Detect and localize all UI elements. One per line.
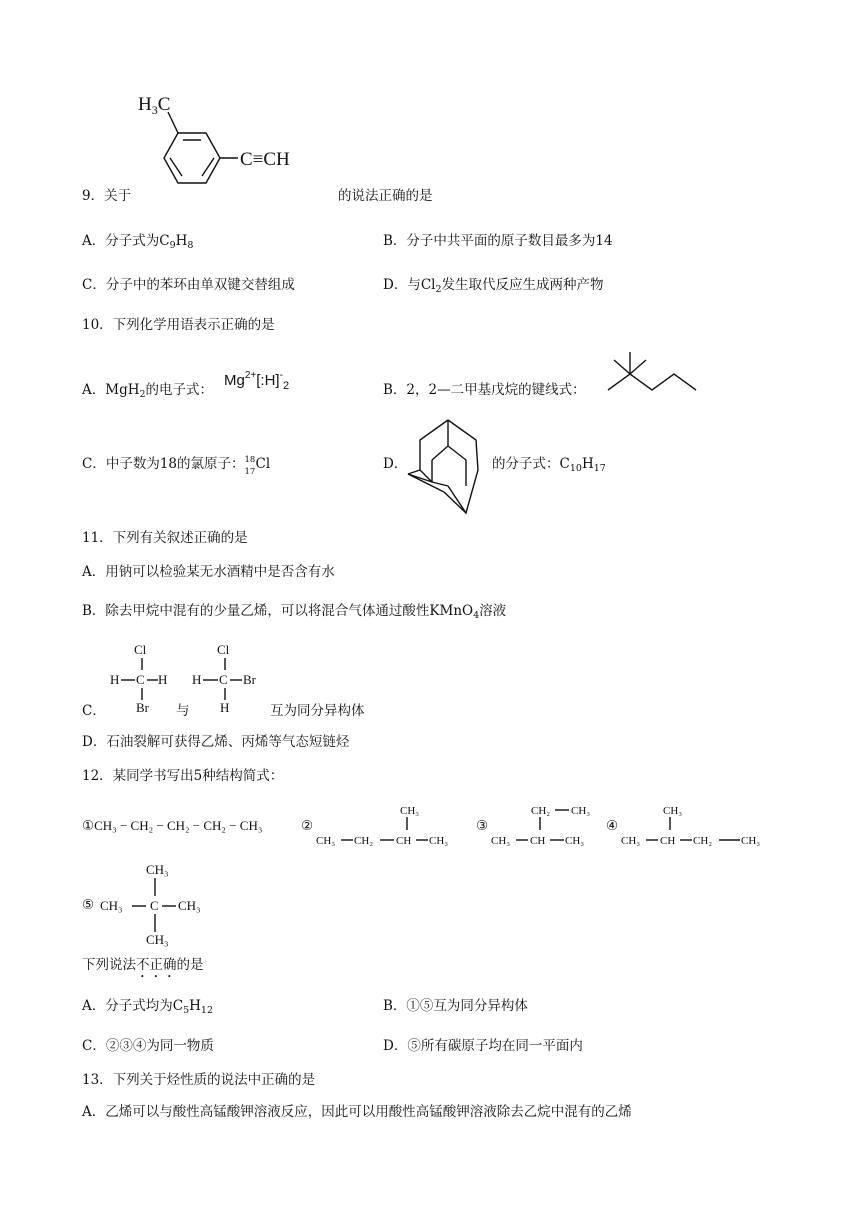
svg-text:CH₃: CH₃ <box>178 898 201 913</box>
q11-option-c-text: 互为同分异构体 <box>270 703 365 719</box>
q12-label-4: ④ <box>606 818 619 834</box>
svg-text:H: H <box>192 672 202 687</box>
svg-text:H: H <box>220 700 230 715</box>
q10-b-skeletal-formula <box>604 348 700 398</box>
svg-text:Br: Br <box>243 672 256 687</box>
q12-structure-4 <box>621 800 771 850</box>
q11-option-b[interactable]: B．除去甲烷中混有的少量乙烯，可以将混合气体通过酸性KMnO$_4$溶液 <box>82 603 507 621</box>
svg-text:CH: CH <box>396 835 412 847</box>
q11-stem: 11．下列有关叙述正确的是 <box>82 530 248 546</box>
q9-stem-suffix: 的说法正确的是 <box>338 188 433 204</box>
svg-text:CH₃: CH₃ <box>491 835 511 847</box>
q12-option-b[interactable]: B．①⑤互为同分异构体 <box>383 998 528 1014</box>
q12-label-5: ⑤ <box>82 897 95 913</box>
svg-text:CH₃: CH₃ <box>400 805 420 817</box>
svg-text:Br: Br <box>136 700 149 715</box>
svg-text:H: H <box>110 672 120 687</box>
svg-text:C: C <box>219 672 228 687</box>
q12-stem: 12．某同学书写出5种结构简式： <box>82 768 284 784</box>
q10-option-a[interactable]: A．MgH$_2$的电子式： <box>82 382 214 400</box>
q10-stem: 10．下列化学用语表示正确的是 <box>82 317 275 333</box>
svg-text:CH₃: CH₃ <box>429 835 449 847</box>
svg-text:CH₃: CH₃ <box>741 835 761 847</box>
q12-structure-2 <box>316 800 466 850</box>
svg-text:CH₃: CH₃ <box>565 835 585 847</box>
q9-structure-m-methylphenylacetylene <box>130 88 350 200</box>
q10-option-c[interactable]: C．中子数为18的氯原子： 18 17 Cl <box>82 455 271 477</box>
q9-option-a[interactable]: A．分子式为$C_9H_8$ <box>82 233 194 251</box>
svg-text:Cl: Cl <box>134 642 147 657</box>
svg-text:CH: CH <box>660 835 676 847</box>
q11-option-c-label[interactable]: C． <box>82 703 106 719</box>
svg-text:CH₂: CH₂ <box>531 805 551 817</box>
q10-mgh2-electron-formula: $Mg^{2+}[:H]^-_2$ <box>224 370 290 392</box>
svg-text:C: C <box>136 672 145 687</box>
svg-text:CH₃: CH₃ <box>316 835 336 847</box>
q11-c-structure-1 <box>108 640 174 718</box>
svg-text:CH₃: CH₃ <box>146 932 169 947</box>
svg-text:CH₃: CH₃ <box>146 862 169 877</box>
svg-text:C≡CH: C≡CH <box>240 149 290 170</box>
svg-text:H3C: $H_3C$ <box>138 94 171 117</box>
q12-option-a[interactable]: A．分子式均为$C_5H_{12}$ <box>82 998 214 1016</box>
q11-option-a[interactable]: A．用钠可以检验某无水酒精中是否含有水 <box>82 564 335 580</box>
q9-option-b[interactable]: B．分子中共平面的原子数目最多为14 <box>383 233 613 249</box>
q12-structure-1: ①CH₃ − CH₂ − CH₂ − CH₂ − CH₃ <box>82 818 263 834</box>
q9-option-c[interactable]: C．分子中的苯环由单双键交替组成 <box>82 277 295 293</box>
q12-structure-5 <box>96 860 216 950</box>
q12-label-2: ② <box>301 818 314 834</box>
svg-text:CH₃: CH₃ <box>100 898 123 913</box>
svg-text:CH₃: CH₃ <box>571 805 591 817</box>
q10-option-d-label[interactable]: D． <box>383 456 408 472</box>
q9-stem-prefix: 9．关于 <box>82 188 132 204</box>
q12-prompt: 下列说法不正确的是 <box>82 957 204 973</box>
svg-text:CH₃: CH₃ <box>663 805 683 817</box>
q13-stem: 13．下列关于烃性质的说法中正确的是 <box>82 1072 316 1088</box>
svg-text:CH₃: CH₃ <box>621 835 641 847</box>
q9-option-d[interactable]: D．与$Cl_2$发生取代反应生成两种产物 <box>383 277 604 295</box>
q11-option-d[interactable]: D．石油裂解可获得乙烯、丙烯等气态短链烃 <box>82 734 350 750</box>
svg-text:CH: CH <box>530 835 546 847</box>
q13-option-a[interactable]: A．乙烯可以与酸性高锰酸钾溶液反应，因此可以用酸性高锰酸钾溶液除去乙烷中混有的乙烯 <box>82 1104 632 1120</box>
q10-d-adamantane-structure <box>404 416 492 516</box>
q11-c-structure-2 <box>190 640 270 718</box>
q12-structure-3 <box>491 800 611 850</box>
q10-option-d[interactable]: 的分子式：$C_{10}H_{17}$ <box>492 456 606 474</box>
q12-option-c[interactable]: C．②③④为同一物质 <box>82 1038 214 1054</box>
q12-label-3: ③ <box>476 818 489 834</box>
svg-text:Cl: Cl <box>217 642 230 657</box>
svg-text:CH₂: CH₂ <box>354 835 374 847</box>
q10-option-b[interactable]: B．2，2—二甲基戊烷的键线式： <box>383 382 586 398</box>
svg-text:C: C <box>150 898 159 913</box>
svg-text:H: H <box>158 672 168 687</box>
q11-option-c-and: 与 <box>176 703 190 719</box>
q12-option-d[interactable]: D．⑤所有碳原子均在同一平面内 <box>383 1038 583 1054</box>
svg-text:CH₂: CH₂ <box>693 835 713 847</box>
